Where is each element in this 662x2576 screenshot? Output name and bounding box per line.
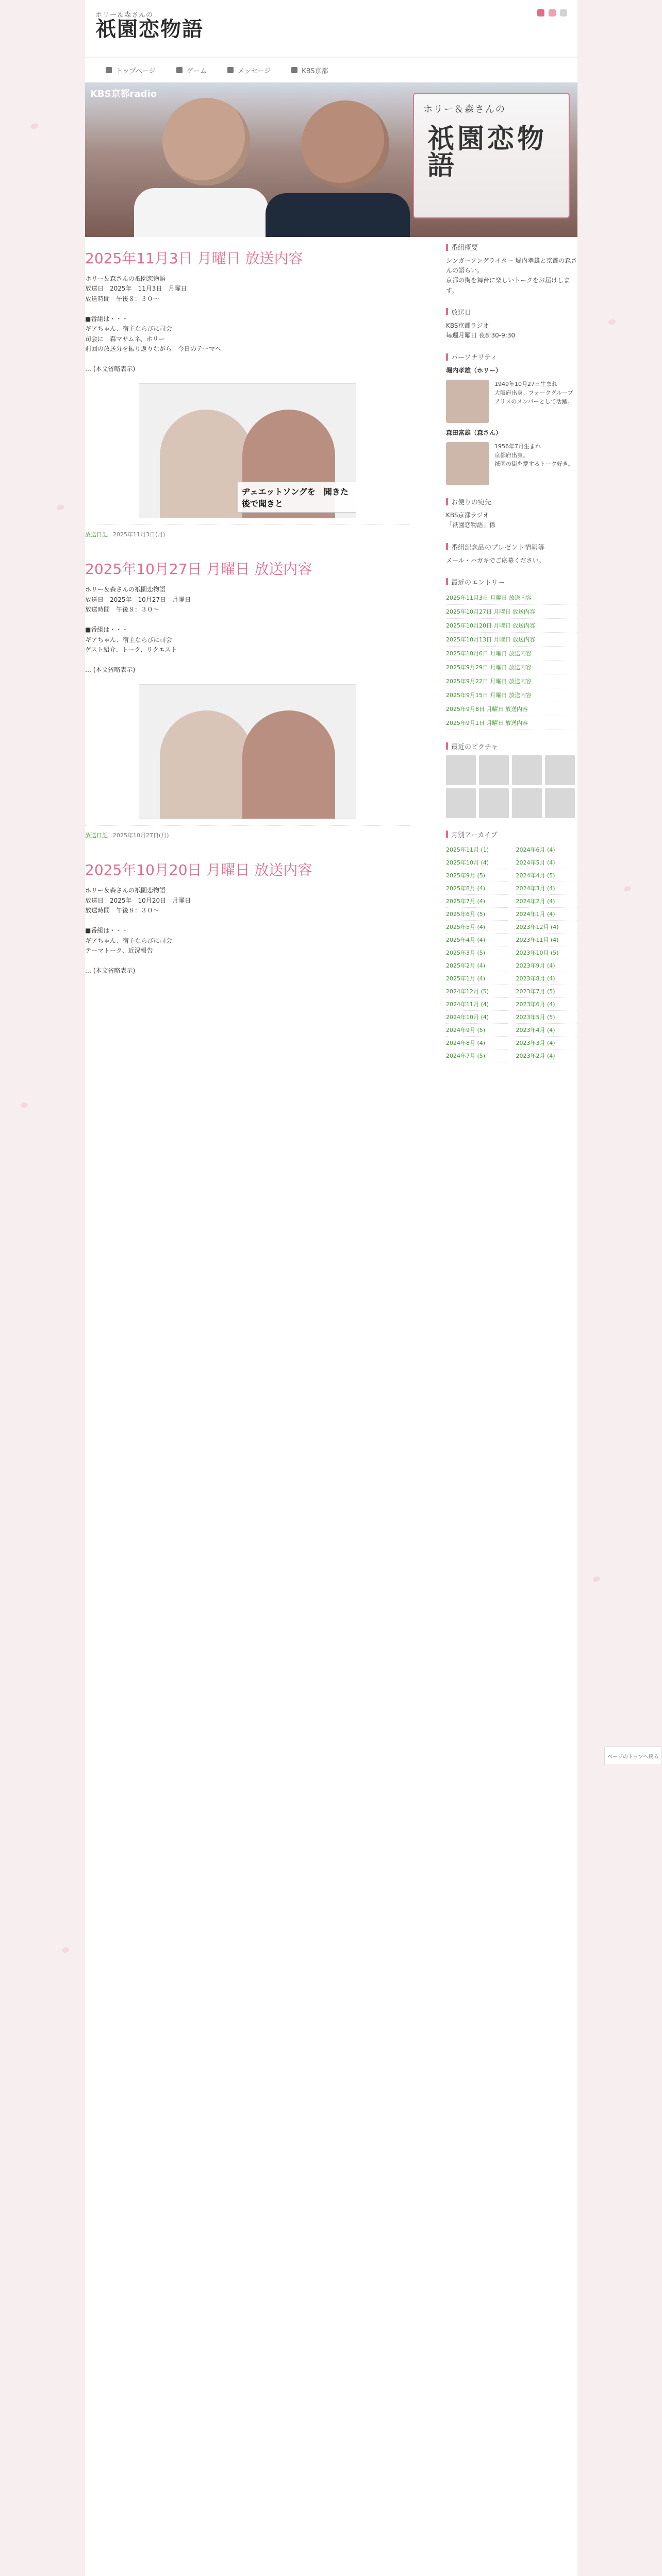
archive-item[interactable]: 2024年7月 (5) [446,1049,508,1062]
sidebar-archive-title-text: 月別アーカイブ [451,831,498,839]
nav-kbs[interactable] [281,65,338,75]
post-body: ホリー＆森さんの祇園恋物語 放送日 2025年 11月3日 月曜日 放送時間 午後８：３０～ ■番組は・・・ ギアちゃん、宿主ならびに司会 司会に 森マサムネ、ホリー 前回の放送分を振り返りながら 今日のテーマへ … (本文省略表示) [85,275,222,372]
section-marker-icon [446,498,448,505]
sidebar-present-text: メール・ハガキでご応募ください。 [446,556,545,564]
archive-item[interactable]: 2025年10月 (4) [446,856,508,869]
archive-item[interactable]: 2023年10月 (5) [516,946,578,959]
archive-item[interactable]: 2025年6月 (5) [446,908,508,921]
site-small-title: ホリー＆森さんの [95,11,154,19]
back-to-top-button[interactable]: ページのトップへ戻る [604,1747,662,1765]
picture-thumb[interactable] [545,755,575,785]
sidebar-broadcast-title [446,307,577,317]
picture-grid [446,755,577,818]
person2-name: 森田富雄（森さん） [446,429,502,437]
person1 [446,380,577,423]
post-photo[interactable] [139,383,356,518]
archive-item[interactable]: 2023年5月 (5) [516,1011,578,1024]
sidebar-present-title [446,542,577,552]
archive-item[interactable]: 2024年2月 (4) [516,895,578,908]
archive-item[interactable]: 2025年1月 (4) [446,972,508,985]
archive-item[interactable]: 2023年9月 (4) [516,959,578,972]
recent-item[interactable]: 2025年10月27日 月曜日 放送内容 [446,605,577,619]
sidebar-broadcast-title-text: 放送日 [451,309,472,317]
sidebar-personality-title-text: パーソナリティ [451,354,498,362]
archive-item[interactable]: 2025年8月 (4) [446,882,508,895]
archive-item[interactable]: 2025年9月 (5) [446,869,508,882]
hero-banner [85,82,577,237]
sidebar-present-title-text: 番組記念品のプレゼント情報等 [451,544,545,552]
site-logo[interactable] [95,9,219,40]
recent-item[interactable]: 2025年9月29日 月曜日 放送内容 [446,660,577,674]
photo-person-2 [242,710,335,819]
archive-item[interactable]: 2024年9月 (5) [446,1024,508,1037]
site-header [85,0,577,57]
home-icon [106,67,112,73]
picture-thumb[interactable] [545,788,575,818]
post-category[interactable]: 放送日記 [85,531,108,538]
sidebar-about-title-text: 番組概要 [451,244,478,252]
post-date: 2025年10月27日(月) [113,832,169,839]
section-marker-icon [446,244,448,251]
person2-avatar [446,442,489,485]
nav-game-label: ゲーム [186,67,207,75]
picture-thumb[interactable] [512,755,542,785]
person1-bio: 1949年10月27日生まれ 大阪府出身。フォークグループ アリスのメンバーとして活躍。 [494,381,573,405]
mail-icon [227,67,234,73]
recent-item[interactable]: 2025年10月20日 月曜日 放送内容 [446,619,577,633]
photo-caption: ヂェエットソングを 聞きた後で聞きと [237,482,356,513]
recent-item[interactable]: 2025年9月22日 月曜日 放送内容 [446,674,577,688]
sidebar-about-text: シンガーソングライター 堀内孝雄と京都の森さんの語らい。 京都の街を舞台に楽しいトークをお届けします。 [446,257,577,294]
person2 [446,442,577,485]
person2-bio: 1956年7月生まれ 京都府出身。 祇園の街を愛するトーク好き。 [494,443,574,468]
sidebar-recent [446,577,577,730]
post-category[interactable]: 放送日記 [85,832,108,839]
section-marker-icon [446,353,448,361]
person1-name: 堀内孝雄（ホリー） [446,367,502,375]
archive-item[interactable]: 2024年6月 (4) [516,843,578,856]
archive-item[interactable]: 2023年12月 (4) [516,921,578,934]
section-marker-icon [446,831,448,838]
section-marker-icon [446,543,448,550]
hero-title: 祇園恋物語 [427,123,548,181]
archive-item[interactable]: 2024年5月 (4) [516,856,578,869]
sidebar [446,242,577,1074]
archive-item[interactable]: 2023年7月 (5) [516,985,578,998]
facebook-icon[interactable] [537,9,544,16]
hero-person1-body [134,188,268,237]
archive-item[interactable]: 2025年5月 (4) [446,921,508,934]
sidebar-mail [446,497,577,530]
post-title[interactable]: 2025年10月27日 月曜日 放送内容 [85,561,312,578]
site-big-title: 祇園恋物語 [95,17,204,41]
post-body: ホリー＆森さんの祇園恋物語 放送日 2025年 10月27日 月曜日 放送時間 午後８：３０～ ■番組は・・・ ギアちゃん、宿主ならびに司会 ゲスト紹介、トーク、リクエスト … (本文省略表示) [85,586,191,673]
nav-message-label: メッセージ [237,67,271,75]
sidebar-mail-title-text: お便りの宛先 [451,499,492,507]
post-title[interactable]: 2025年11月3日 月曜日 放送内容 [85,250,303,267]
nav-kbs-label: KBS京都 [302,67,328,75]
archive-item[interactable]: 2023年3月 (4) [516,1037,578,1049]
recent-item[interactable]: 2025年9月1日 月曜日 放送内容 [446,716,577,730]
hero-person2-face [302,100,389,188]
sns-links [537,9,567,16]
sidebar-personality [446,352,577,485]
archive-item[interactable]: 2024年11月 (4) [446,998,508,1011]
archive-list [446,843,577,1062]
sidebar-broadcast-text: KBS京都ラジオ 毎週月曜日 夜8:30-9:30 [446,321,516,339]
nav-top-label: トップページ [116,67,156,75]
sidebar-about-title [446,242,577,252]
hero-person2-body [266,193,410,237]
sidebar-archive [446,829,577,1062]
post-meta [85,825,410,839]
twitter-icon[interactable] [549,9,556,16]
hero-titlebox [413,93,570,218]
picture-thumb[interactable] [479,788,509,818]
archive-item[interactable]: 2025年2月 (4) [446,959,508,972]
hero-person1-face [162,98,250,185]
archive-item[interactable]: 2024年12月 (5) [446,985,508,998]
sidebar-personality-title [446,352,577,362]
rss-icon[interactable] [560,9,567,16]
recent-item[interactable]: 2025年10月6日 月曜日 放送内容 [446,647,577,660]
section-marker-icon [446,578,448,585]
sidebar-pictures-title-text: 最近のピクチャ [451,743,498,751]
sidebar-present [446,542,577,566]
picture-thumb[interactable] [446,788,476,818]
archive-item[interactable]: 2024年10月 (4) [446,1011,508,1024]
archive-item[interactable]: 2025年7月 (4) [446,895,508,908]
archive-item[interactable]: 2025年3月 (5) [446,946,508,959]
post-meta [85,524,410,538]
post [85,558,410,854]
nav-top[interactable] [95,65,166,75]
post-body: ホリー＆森さんの祇園恋物語 放送日 2025年 10月20日 月曜日 放送時間 午後８：３０～ ■番組は・・・ ギアちゃん、宿主ならびに司会 テーマトーク、近況報告 … (本文省略表示) [85,887,191,974]
picture-thumb[interactable] [479,755,509,785]
sidebar-mail-text: KBS京都ラジオ 「祇園恋物語」係 [446,512,496,529]
hero-subtitle: ホリー＆森さんの [423,104,506,115]
main-content [85,242,410,990]
recent-item[interactable]: 2025年10月13日 月曜日 放送内容 [446,633,577,647]
sidebar-recent-title [446,577,577,587]
archive-item[interactable]: 2023年6月 (4) [516,998,578,1011]
global-nav [85,57,577,83]
kbs-label: KBS京都radio [90,89,157,99]
recent-item[interactable]: 2025年11月3日 月曜日 放送内容 [446,591,577,605]
archive-item[interactable]: 2024年4月 (5) [516,869,578,882]
archive-item[interactable]: 2023年8月 (4) [516,972,578,985]
post-photo[interactable] [139,684,356,819]
archive-item[interactable]: 2023年4月 (4) [516,1024,578,1037]
post-date: 2025年11月3日(月) [113,531,166,538]
archive-item[interactable]: 2023年2月 (4) [516,1049,578,1062]
sidebar-mail-title [446,497,577,506]
section-marker-icon [446,742,448,750]
radio-icon [291,67,297,73]
picture-thumb[interactable] [512,788,542,818]
game-icon [176,67,183,73]
archive-item[interactable]: 2025年4月 (4) [446,934,508,946]
archive-item[interactable]: 2024年3月 (4) [516,882,578,895]
picture-thumb[interactable] [446,755,476,785]
person1-avatar [446,380,489,423]
photo-person-1 [160,710,253,819]
nav-game[interactable] [166,65,217,75]
sidebar-about [446,242,577,296]
recent-list [446,591,577,730]
sidebar-recent-title-text: 最近のエントリー [451,579,505,587]
sidebar-archive-title [446,829,577,839]
post-title[interactable]: 2025年10月20日 月曜日 放送内容 [85,861,312,879]
archive-item[interactable]: 2024年8月 (4) [446,1037,508,1049]
post [85,859,410,990]
archive-item[interactable]: 2025年11月 (1) [446,843,508,856]
nav-message[interactable] [217,65,281,75]
sidebar-broadcast [446,307,577,341]
post [85,247,410,553]
archive-item[interactable]: 2024年1月 (4) [516,908,578,921]
recent-item[interactable]: 2025年9月8日 月曜日 放送内容 [446,702,577,716]
recent-item[interactable]: 2025年9月15日 月曜日 放送内容 [446,688,577,702]
sidebar-pictures [446,741,577,818]
section-marker-icon [446,308,448,315]
archive-item[interactable]: 2023年11月 (4) [516,934,578,946]
sidebar-pictures-title [446,741,577,751]
